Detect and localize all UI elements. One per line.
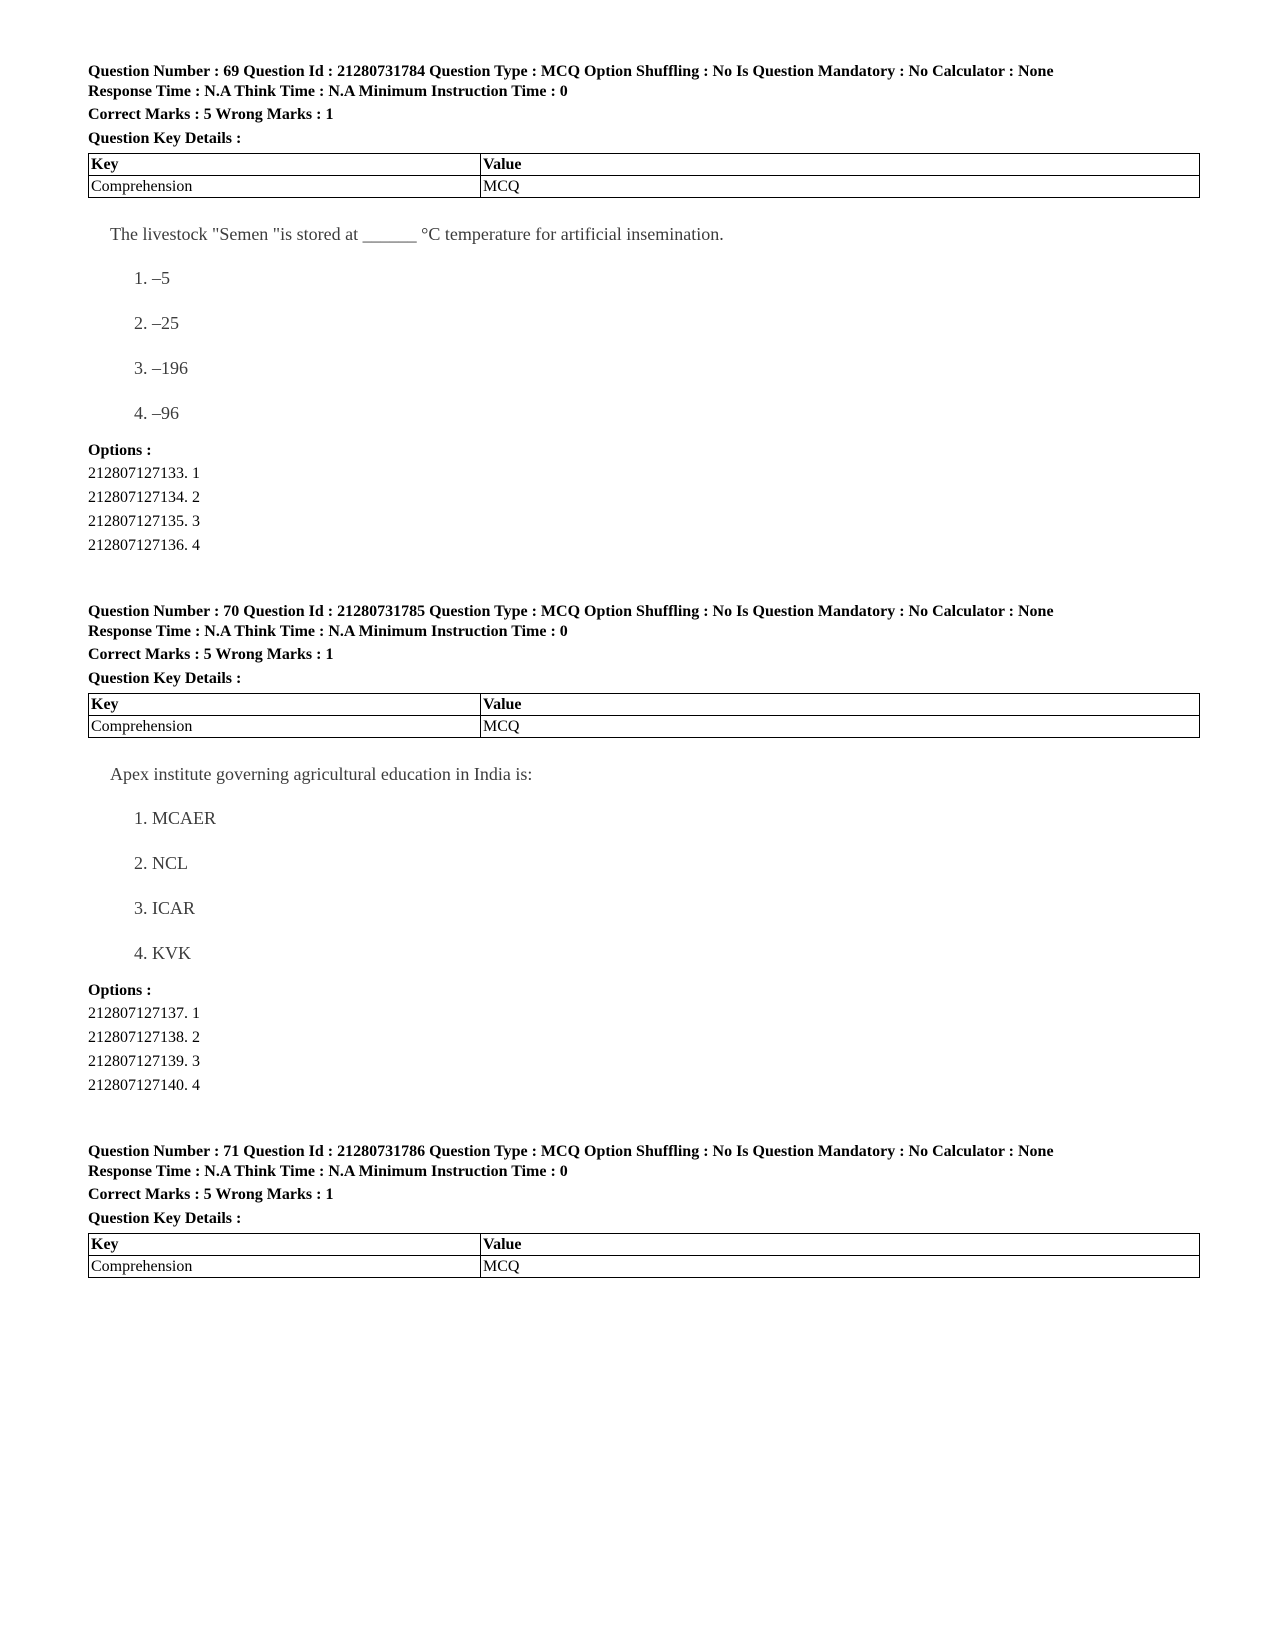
choice-item: 1. MCAER	[134, 808, 217, 828]
question-meta-line: Question Number : 69 Question Id : 21280731784 Question Type : MCQ Option Shuffling : No Is Question Mandatory : No Calculator : None	[88, 63, 1054, 80]
table-header-key: Key	[89, 1234, 481, 1256]
key-details-label: Question Key Details :	[88, 130, 242, 147]
question-marks-line: Correct Marks : 5 Wrong Marks : 1	[88, 1186, 334, 1203]
key-details-table	[88, 693, 1200, 738]
question-timing-line: Response Time : N.A Think Time : N.A Minimum Instruction Time : 0	[88, 83, 568, 100]
question-text: Apex institute governing agricultural education in India is:	[110, 764, 533, 784]
choice-item: 4. –96	[134, 403, 179, 423]
choice-item: 1. –5	[134, 268, 170, 288]
key-details-table	[88, 153, 1200, 198]
table-cell-value: MCQ	[481, 1256, 1200, 1278]
option-item: 212807127133. 1	[88, 465, 200, 482]
table-cell-value: MCQ	[481, 716, 1200, 738]
table-header-value: Value	[481, 1234, 1200, 1256]
question-marks-line: Correct Marks : 5 Wrong Marks : 1	[88, 106, 334, 123]
options-label: Options :	[88, 982, 152, 999]
question-meta-line: Question Number : 71 Question Id : 21280731786 Question Type : MCQ Option Shuffling : No Is Question Mandatory : No Calculator : None	[88, 1143, 1054, 1160]
table-row	[89, 1256, 1200, 1278]
key-details-label: Question Key Details :	[88, 1210, 242, 1227]
table-cell-key: Comprehension	[89, 176, 481, 198]
table-row	[89, 716, 1200, 738]
option-item: 212807127138. 2	[88, 1029, 200, 1046]
option-item: 212807127137. 1	[88, 1005, 200, 1022]
choice-item: 3. ICAR	[134, 898, 196, 918]
question-timing-line: Response Time : N.A Think Time : N.A Minimum Instruction Time : 0	[88, 1163, 568, 1180]
option-item: 212807127135. 3	[88, 513, 200, 530]
question-block	[88, 62, 1200, 558]
table-cell-key: Comprehension	[89, 716, 481, 738]
key-details-table	[88, 1233, 1200, 1278]
options-label: Options :	[88, 442, 152, 459]
choice-item: 4. KVK	[134, 943, 191, 963]
option-item: 212807127140. 4	[88, 1077, 200, 1094]
choice-item: 3. –196	[134, 358, 188, 378]
choice-item: 2. –25	[134, 313, 179, 333]
table-cell-value: MCQ	[481, 176, 1200, 198]
table-header-value: Value	[481, 694, 1200, 716]
question-image	[88, 756, 1200, 972]
table-header-row	[89, 154, 1200, 176]
question-image	[88, 216, 1200, 432]
question-meta-line: Question Number : 70 Question Id : 21280731785 Question Type : MCQ Option Shuffling : No Is Question Mandatory : No Calculator : None	[88, 603, 1054, 620]
option-item: 212807127139. 3	[88, 1053, 200, 1070]
table-row	[89, 176, 1200, 198]
choice-item: 2. NCL	[134, 853, 188, 873]
question-text: The livestock "Semen "is stored at ______ °C temperature for artificial insemination.	[110, 224, 724, 244]
question-block	[88, 602, 1200, 1098]
question-block	[88, 1142, 1200, 1278]
question-marks-line: Correct Marks : 5 Wrong Marks : 1	[88, 646, 334, 663]
table-header-value: Value	[481, 154, 1200, 176]
table-cell-key: Comprehension	[89, 1256, 481, 1278]
table-header-key: Key	[89, 694, 481, 716]
question-timing-line: Response Time : N.A Think Time : N.A Minimum Instruction Time : 0	[88, 623, 568, 640]
table-header-row	[89, 1234, 1200, 1256]
option-item: 212807127136. 4	[88, 537, 200, 554]
option-item: 212807127134. 2	[88, 489, 200, 506]
key-details-label: Question Key Details :	[88, 670, 242, 687]
table-header-row	[89, 694, 1200, 716]
table-header-key: Key	[89, 154, 481, 176]
